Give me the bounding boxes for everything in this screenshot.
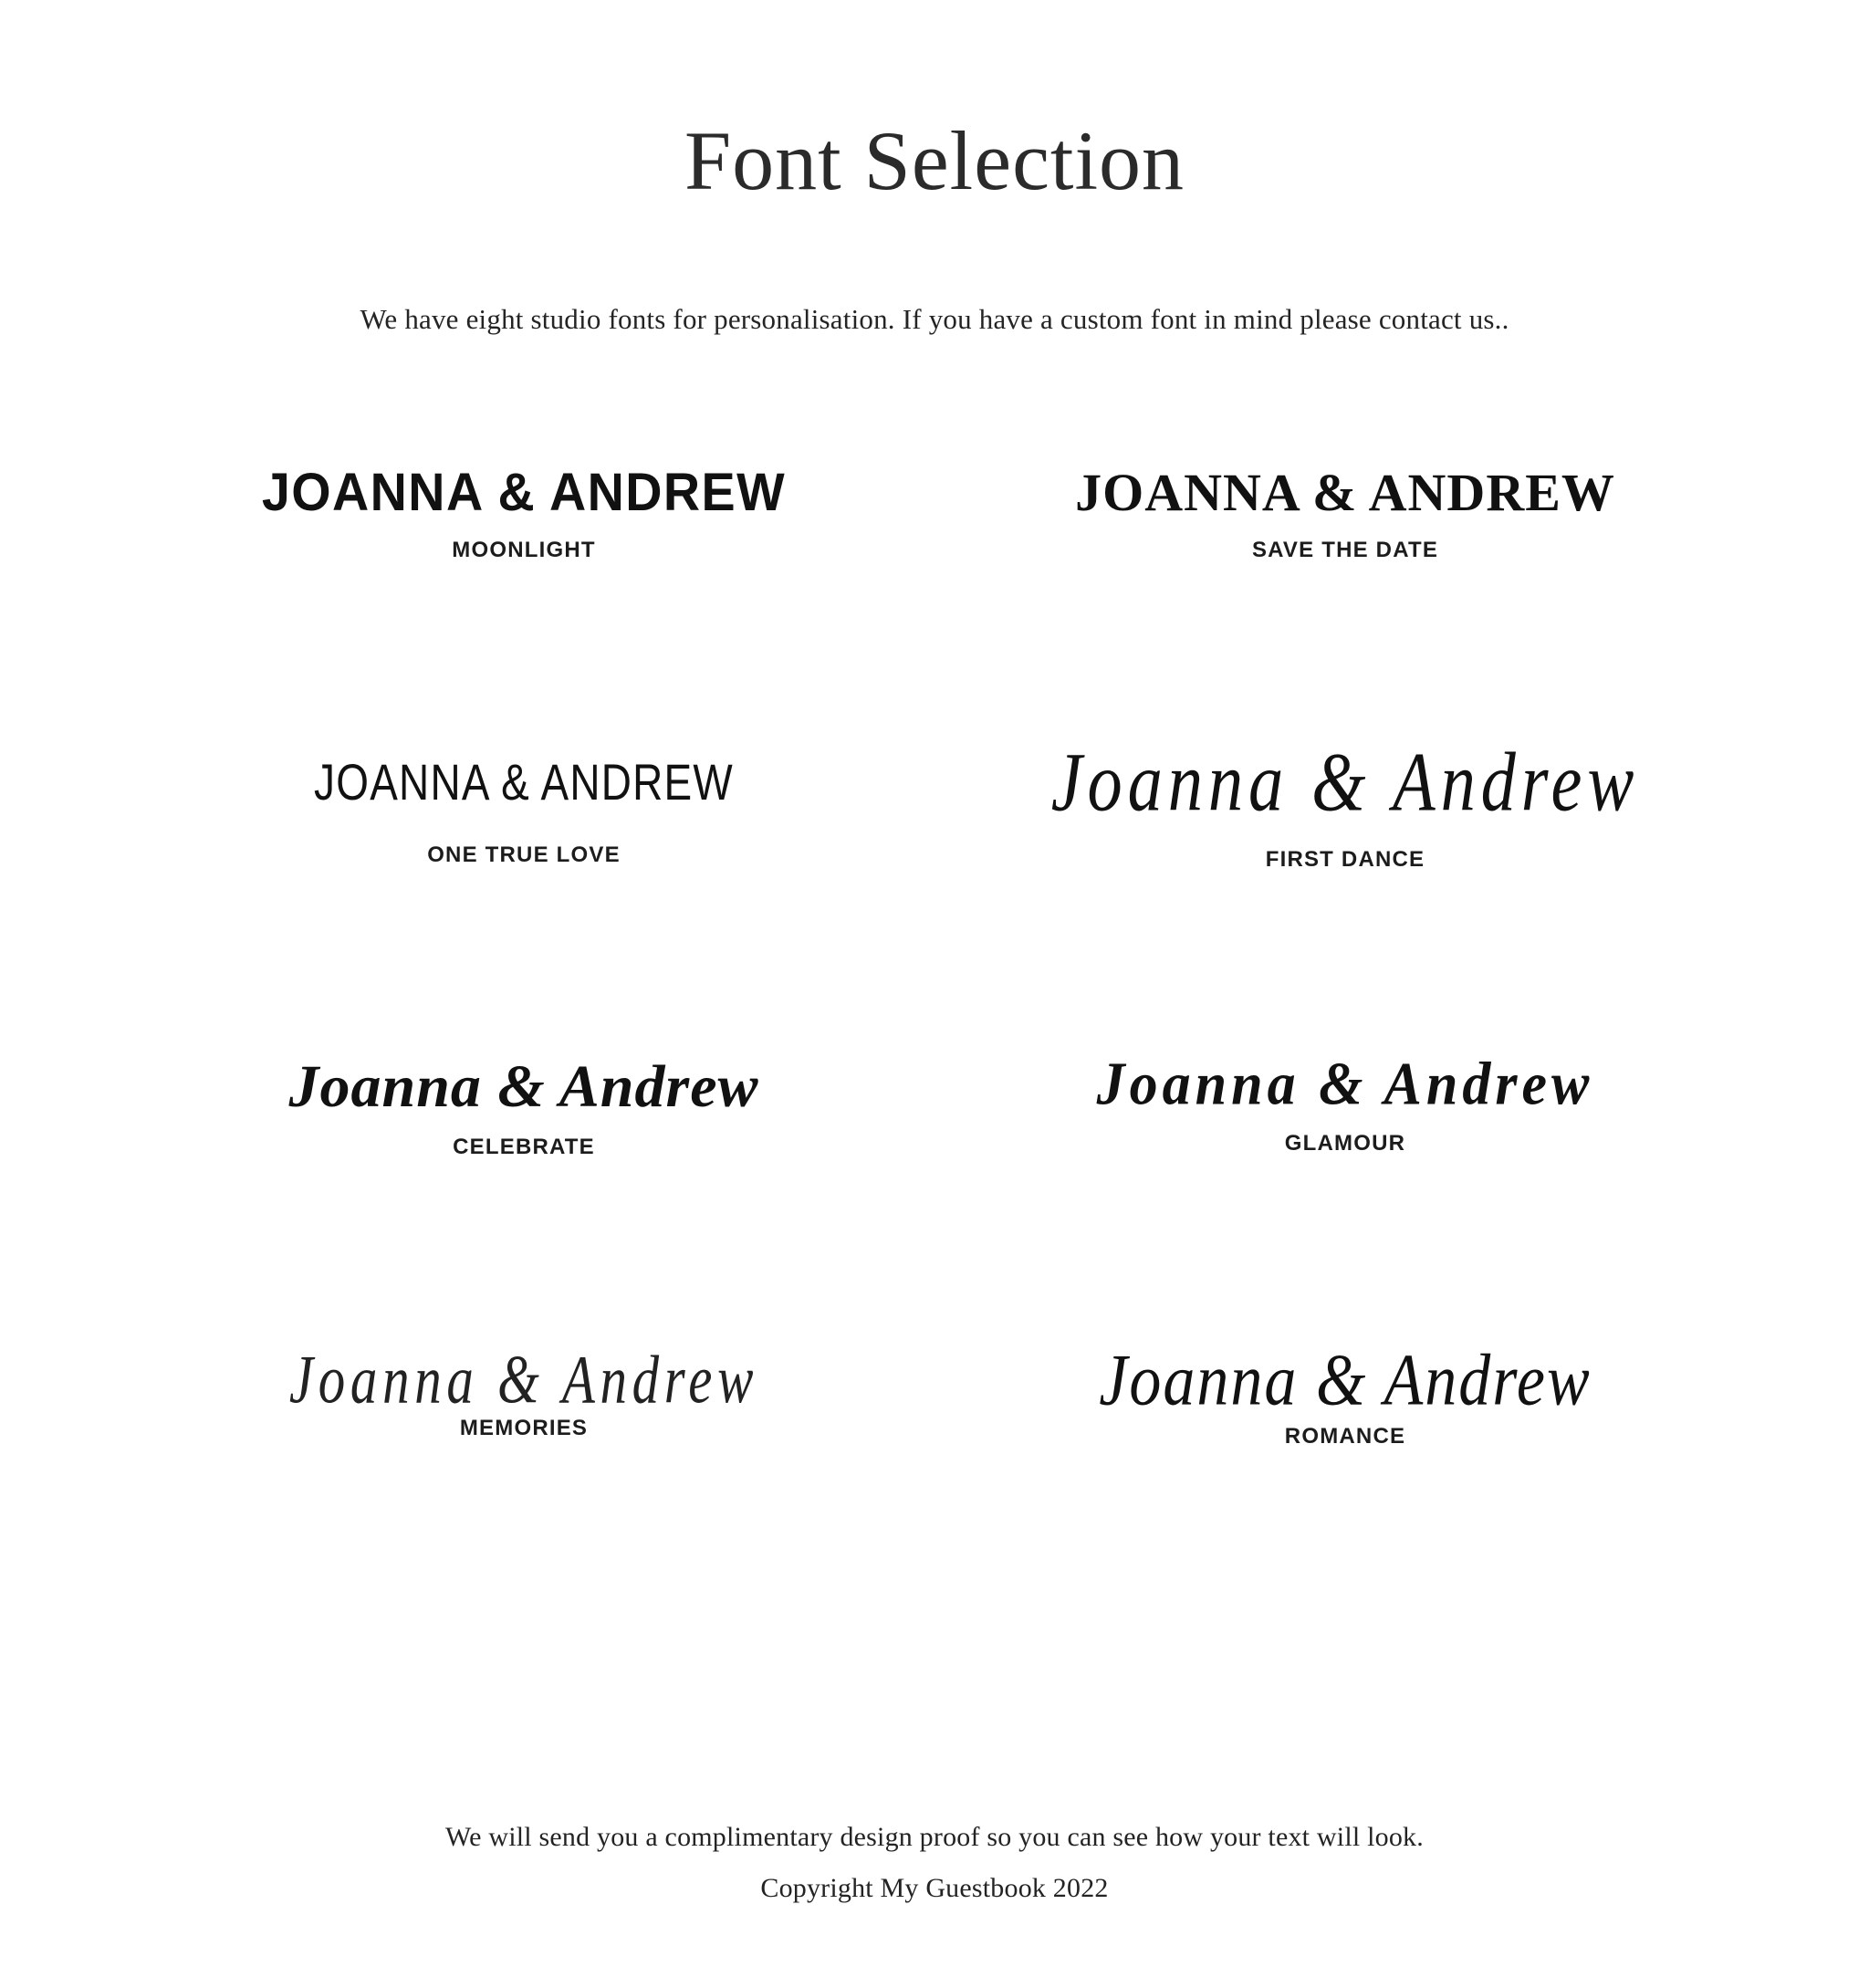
page-title: Font Selection — [684, 114, 1185, 207]
font-sample-text: JOANNA & ANDREW — [1075, 463, 1615, 522]
font-sample-label: SAVE THE DATE — [1251, 537, 1439, 562]
font-sample-text: Joanna & Andrew — [1050, 735, 1640, 829]
font-sample-text: JOANNA & ANDREW — [261, 463, 787, 522]
font-sample-label: ROMANCE — [1284, 1423, 1406, 1449]
font-sample-label: MOONLIGHT — [452, 537, 596, 562]
font-sample-text: Joanna & Andrew — [288, 1342, 759, 1418]
footer-proof-note: We will send you a complimentary design proof so you can see how your text will look. — [445, 1822, 1424, 1852]
font-sample-label: GLAMOUR — [1284, 1131, 1406, 1156]
font-selection-page — [0, 114, 1869, 1988]
font-sample-text: Joanna & Andrew — [1099, 1340, 1592, 1421]
font-sample-label: CELEBRATE — [453, 1135, 595, 1160]
font-sample-romance[interactable] — [934, 1303, 1756, 1605]
font-sample-label: MEMORIES — [459, 1416, 589, 1441]
intro-text: We have eight studio fonts for personalisation. If you have a custom font in mind please contact us.. — [360, 303, 1509, 335]
font-sample-memories[interactable] — [113, 1303, 934, 1605]
font-sample-glamour[interactable] — [934, 1002, 1756, 1303]
font-sample-moonlight[interactable] — [113, 400, 934, 701]
font-sample-first-dance[interactable] — [934, 701, 1756, 1002]
footer-copyright: Copyright My Guestbook 2022 — [760, 1873, 1109, 1903]
font-sample-text: JOANNA & ANDREW — [314, 753, 734, 811]
font-sample-save-the-date[interactable] — [934, 400, 1756, 701]
font-sample-grid — [113, 400, 1756, 1605]
font-sample-text: Joanna & Andrew — [288, 1053, 759, 1120]
font-sample-text: Joanna & Andrew — [1096, 1051, 1594, 1118]
font-sample-celebrate[interactable] — [113, 1002, 934, 1303]
footer — [0, 1822, 1869, 1904]
font-sample-label: FIRST DANCE — [1265, 846, 1425, 872]
font-sample-label: ONE TRUE LOVE — [427, 842, 621, 867]
font-sample-one-true-love[interactable] — [113, 701, 934, 1002]
